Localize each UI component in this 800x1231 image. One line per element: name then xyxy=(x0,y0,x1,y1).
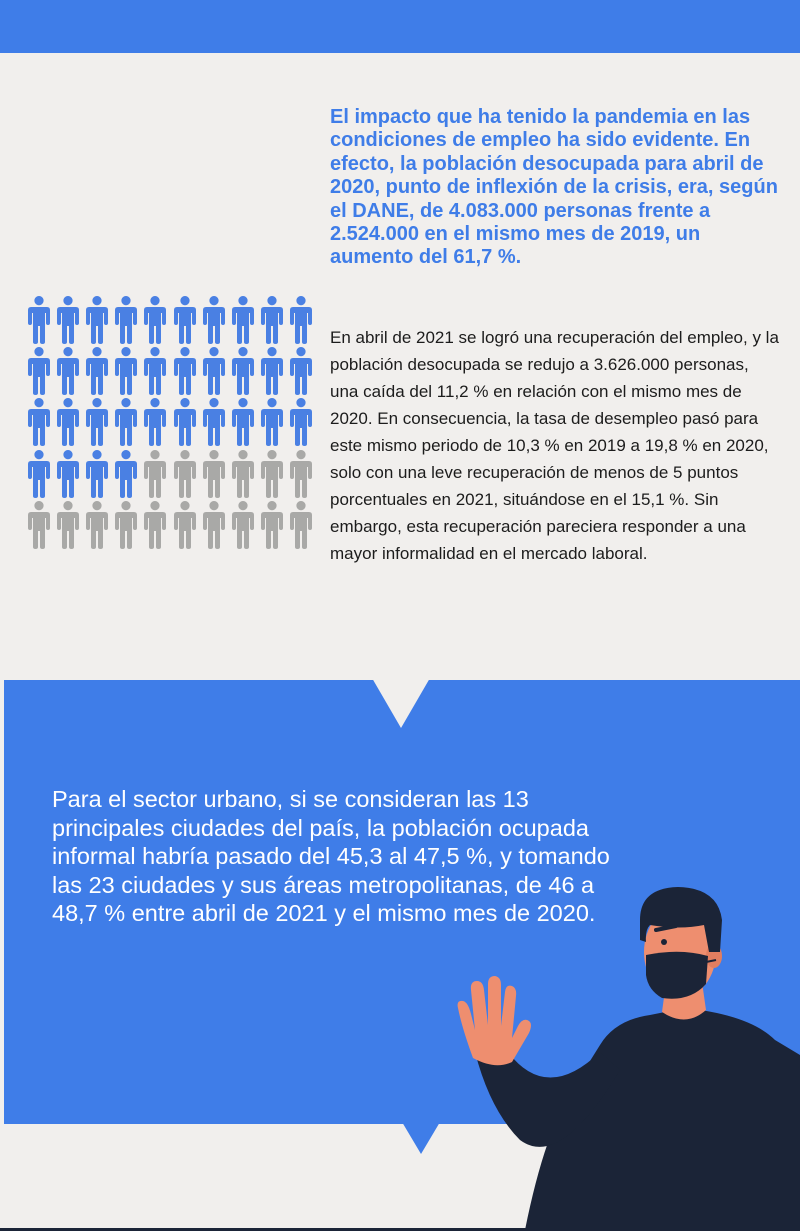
person-icon-blue xyxy=(82,450,111,501)
person-icon-blue xyxy=(258,347,287,398)
person-icon-blue xyxy=(112,347,141,398)
person-icon-blue xyxy=(258,296,287,347)
person-icon-blue xyxy=(53,347,82,398)
person-icon-blue xyxy=(82,398,111,449)
person-icon-blue xyxy=(170,398,199,449)
urban-sector-paragraph: Para el sector urbano, si se consideran las 13 principales ciudades del país, la población ocupada informal habría pasado del 45,3 al 47,5 %, y tomando las 23 ciudades y sus áreas metropolitanas, de 46 a 48,7 % entre abril de 2021 y el mismo mes de 2020. xyxy=(52,786,610,926)
person-icon-blue xyxy=(228,347,257,398)
body-paragraph: En abril de 2021 se logró una recuperación del empleo, y la población desocupada se redujo a 3.626.000 personas, una caída del 11,2 % en relación con el mismo mes de 2020. En consecuencia, la tasa de desempleo pasó para este mismo periodo de 10,3 % en 2019 a 19,8 % en 2020, solo con una leve recuperación de menos de 5 puntos porcentuales en 2021, situándose en el 15,1 %. Sin embargo, esta recuperación pareciera responder a una mayor informalidad en el mercado laboral. xyxy=(330,328,779,563)
person-icon-gray xyxy=(53,501,82,552)
person-icon-gray xyxy=(141,501,170,552)
person-icon-blue xyxy=(228,296,257,347)
person-icon-blue xyxy=(53,296,82,347)
person-icon-gray xyxy=(228,501,257,552)
person-icon-blue xyxy=(112,398,141,449)
person-icon-blue xyxy=(170,296,199,347)
person-icon-blue xyxy=(258,398,287,449)
person-icon-blue xyxy=(24,296,53,347)
figure-eye xyxy=(661,939,667,945)
person-icon-blue xyxy=(170,347,199,398)
person-icon-blue xyxy=(112,296,141,347)
person-icon-blue xyxy=(141,347,170,398)
person-icon-gray xyxy=(141,450,170,501)
person-icon-gray xyxy=(287,450,316,501)
person-icon-blue xyxy=(82,347,111,398)
person-icon-blue xyxy=(228,398,257,449)
person-icon-blue xyxy=(53,398,82,449)
person-icon-blue xyxy=(141,296,170,347)
person-icon-blue xyxy=(24,450,53,501)
person-icon-gray xyxy=(258,501,287,552)
person-icon-blue xyxy=(24,398,53,449)
person-icon-gray xyxy=(170,501,199,552)
person-icon-gray xyxy=(112,501,141,552)
person-icon-gray xyxy=(170,450,199,501)
person-icon-gray xyxy=(199,501,228,552)
person-icon-blue xyxy=(141,398,170,449)
person-icon-blue xyxy=(53,450,82,501)
person-icon-blue xyxy=(112,450,141,501)
waving-hand xyxy=(458,976,531,1065)
top-banner xyxy=(0,0,800,53)
person-icon-blue xyxy=(287,398,316,449)
person-icon-blue xyxy=(287,347,316,398)
person-icon-blue xyxy=(199,296,228,347)
speech-bubble-tail xyxy=(402,1122,440,1154)
person-icon-blue xyxy=(199,398,228,449)
headline-text: El impacto que ha tenido la pandemia en las condiciones de empleo ha sido evidente. En efecto, la población desocupada para abril de 2020, punto de inflexión de la crisis, era, según el DANE, de 4.083.000 personas frente a 2.524.000 en el mismo mes de 2019, un aumento del 61,7 %. xyxy=(330,106,778,269)
person-icon-gray xyxy=(228,450,257,501)
person-icon-blue xyxy=(199,347,228,398)
person-icon-blue xyxy=(82,296,111,347)
person-icon-gray xyxy=(258,450,287,501)
person-icon-gray xyxy=(199,450,228,501)
person-icon-gray xyxy=(24,501,53,552)
people-pictogram xyxy=(24,296,320,552)
person-icon-blue xyxy=(287,296,316,347)
person-icon-gray xyxy=(287,501,316,552)
person-icon-blue xyxy=(24,347,53,398)
panel-top-notch xyxy=(372,678,430,728)
person-icon-gray xyxy=(82,501,111,552)
masked-man-waving-illustration xyxy=(450,880,800,1230)
